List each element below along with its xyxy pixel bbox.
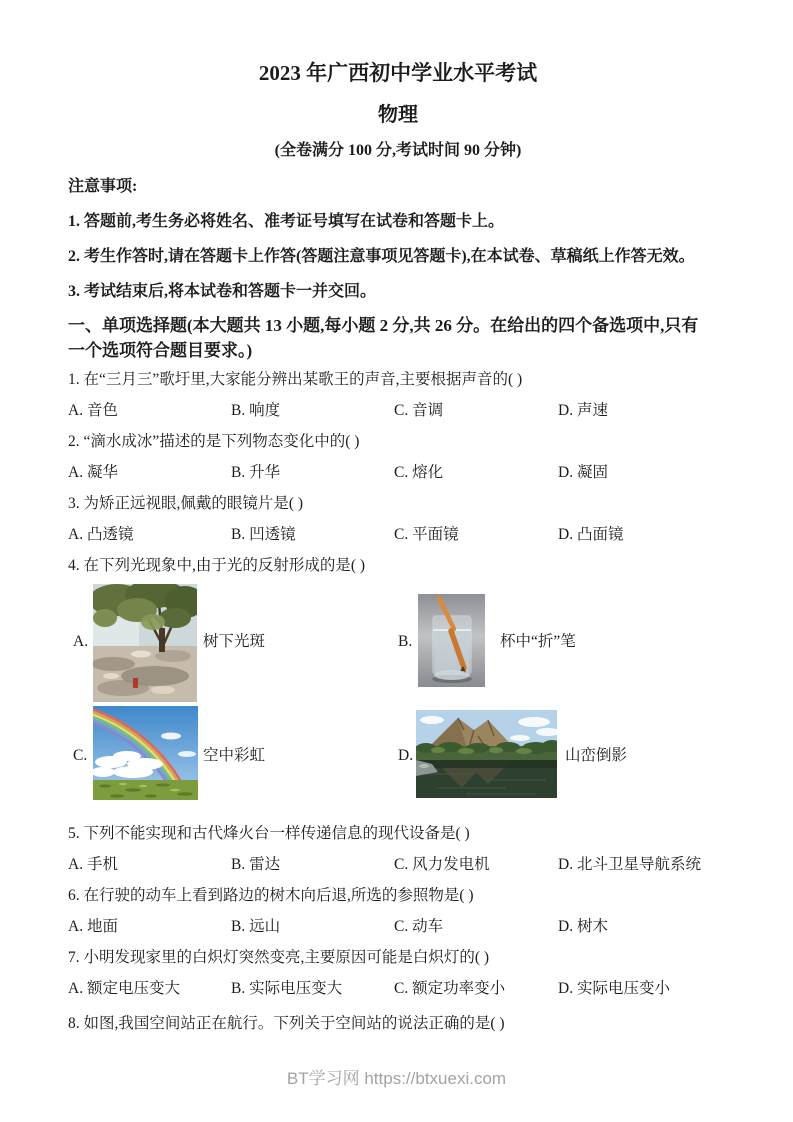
q4-option-a-label: A. <box>73 633 89 650</box>
q5-option-a: A. 手机 <box>68 856 118 873</box>
exam-info-line: (全卷满分 100 分,考试时间 90 分钟) <box>274 142 522 159</box>
q1-option-c: C. 音调 <box>394 402 444 419</box>
question-8-text: 8. 如图,我国空间站正在航行。下列关于空间站的说法正确的是( ) <box>68 1015 505 1032</box>
q1-option-b: B. 响度 <box>231 402 281 419</box>
q5-option-d: D. 北斗卫星导航系统 <box>558 856 701 873</box>
q5-option-c: C. 风力发电机 <box>394 856 490 873</box>
notices-block <box>68 176 728 303</box>
q4-option-b-caption: 杯中“折”笔 <box>500 633 576 650</box>
question-1-text: 1. 在“三月三”歌圩里,大家能分辨出某歌王的声音,主要根据声音的( ) <box>68 371 523 388</box>
q3-option-b: B. 凹透镜 <box>231 526 296 543</box>
photo-mountain-reflection <box>416 710 557 798</box>
q5-option-b: B. 雷达 <box>231 856 281 873</box>
q2-option-b: B. 升华 <box>231 464 281 481</box>
q7-option-b: B. 实际电压变大 <box>231 980 343 997</box>
exam-title: 2023 年广西初中学业水平考试 <box>258 61 538 85</box>
q4-option-c-label: C. <box>73 747 88 764</box>
exam-subject: 物理 <box>378 104 418 126</box>
question-6-options <box>68 917 728 937</box>
photo-rainbow <box>93 706 198 800</box>
q7-option-c: C. 额定功率变小 <box>394 980 506 997</box>
q4-option-c-caption: 空中彩虹 <box>203 747 266 764</box>
question-3-text: 3. 为矫正远视眼,佩戴的眼镜片是( ) <box>68 495 304 512</box>
q1-option-a: A. 音色 <box>68 402 118 419</box>
question-2-text: 2. “滴水成冰”描述的是下列物态变化中的( ) <box>68 433 360 450</box>
photo-pencil-in-glass <box>418 594 485 687</box>
notice-item-2: 2. 考生作答时,请在答题卡上作答(答题注意事项见答题卡),在本试卷、草稿纸上作答无效。 <box>68 248 695 265</box>
question-4-image-row-2 <box>68 706 728 800</box>
section-title-line2: 一个选项符合题目要求。) <box>68 341 253 360</box>
question-5-text: 5. 下列不能实现和古代烽火台一样传递信息的现代设备是( ) <box>68 825 470 842</box>
q6-option-d: D. 树木 <box>558 918 608 935</box>
q7-option-a: A. 额定电压变大 <box>68 980 180 997</box>
question-6-text: 6. 在行驶的动车上看到路边的树木向后退,所选的参照物是( ) <box>68 887 474 904</box>
question-7-options <box>68 979 728 999</box>
notice-item-1: 1. 答题前,考生务必将姓名、准考证号填写在试卷和答题卡上。 <box>68 213 505 230</box>
q4-option-d-caption: 山峦倒影 <box>565 747 628 764</box>
q4-option-a-caption: 树下光斑 <box>203 633 266 650</box>
section-title-line1: 一、单项选择题(本大题共 13 小题,每小题 2 分,共 26 分。在给出的四个备选项中,只有 <box>68 316 699 335</box>
q2-option-c: C. 熔化 <box>394 464 444 481</box>
q6-option-b: B. 远山 <box>231 918 281 935</box>
question-3-options <box>68 525 728 545</box>
q2-option-a: A. 凝华 <box>68 464 118 481</box>
question-2-options <box>68 463 728 483</box>
q3-option-a: A. 凸透镜 <box>68 526 134 543</box>
q7-option-d: D. 实际电压变小 <box>558 980 670 997</box>
photo-tree-light-spots <box>93 584 197 702</box>
q4-option-b-label: B. <box>398 633 413 650</box>
section-title <box>68 313 728 363</box>
question-5-options <box>68 855 728 875</box>
notices-heading: 注意事项: <box>68 178 138 195</box>
q6-option-c: C. 动车 <box>394 918 444 935</box>
question-4-image-row-1 <box>68 584 728 702</box>
question-1-options <box>68 401 728 421</box>
q3-option-d: D. 凸面镜 <box>558 526 624 543</box>
q1-option-d: D. 声速 <box>558 402 608 419</box>
q2-option-d: D. 凝固 <box>558 464 608 481</box>
question-7-text: 7. 小明发现家里的白炽灯突然变亮,主要原因可能是白炽灯的( ) <box>68 949 490 966</box>
notice-item-3: 3. 考试结束后,将本试卷和答题卡一并交回。 <box>68 283 377 300</box>
question-4-text: 4. 在下列光现象中,由于光的反射形成的是( ) <box>68 557 366 574</box>
watermark-footer: BT学习网 https://btxuexi.com <box>286 1069 507 1088</box>
q4-option-d-label: D. <box>398 747 414 764</box>
q3-option-c: C. 平面镜 <box>394 526 459 543</box>
q6-option-a: A. 地面 <box>68 918 118 935</box>
